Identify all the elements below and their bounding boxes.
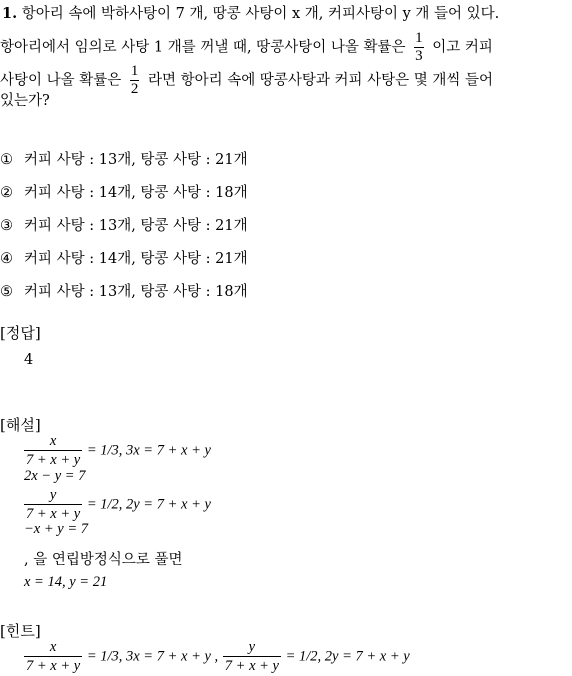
choice-mark: ⑤: [0, 284, 13, 300]
choice-mark: ④: [0, 251, 13, 267]
solution-heading: [해설]: [0, 416, 41, 434]
hint-part-1: = 1/3, 3x = 7 + x + y ,: [86, 648, 219, 665]
answer-heading: [정답]: [0, 324, 41, 342]
solution-equation-2-rhs: = 1/2, 2y = 7 + x + y: [86, 496, 211, 513]
choice-text: 커피 사탕 : 14개, 탕콩 사탕 : 18개: [24, 185, 248, 201]
choice-text: 커피 사탕 : 13개, 탕콩 사탕 : 21개: [24, 218, 248, 234]
probability-fraction-coffee: $\frac{1}{2}$: [130, 63, 139, 97]
question-line-3: [0, 63, 493, 98]
choice-4[interactable]: [0, 247, 248, 268]
choice-mark: ②: [0, 185, 13, 201]
question-text-line1: 항아리 속에 박하사탕이 7 개, 땅콩 사탕이 x 개, 커피사탕이 y 개 들어 있다.: [21, 6, 500, 22]
choice-text: 커피 사탕 : 13개, 탕콩 사탕 : 21개: [24, 152, 248, 168]
hint-fraction-1: $\frac{x}{7 + x + y}$: [26, 639, 81, 674]
question-text-line2: 항아리에서 임의로 사탕 1 개를 꺼낼 때, 땅콩사탕이 나올 확률은: [0, 39, 406, 56]
solution-fraction-1: $\frac{x}{7 + x + y}$: [26, 433, 81, 468]
question-text-line3-post: 라면 항아리 속에 땅콩사탕과 커피 사탕은 몇 개씩 들어: [148, 72, 494, 89]
question-number: 1.: [2, 5, 18, 22]
answer-value: 4: [24, 352, 34, 368]
choice-3[interactable]: [0, 214, 248, 235]
probability-fraction-peanut: $\frac{1}{3}$: [415, 30, 423, 64]
solution-fraction-2: $\frac{y}{7 + x + y}$: [26, 487, 81, 522]
choice-text: 커피 사탕 : 13개, 탕콩 사탕 : 18개: [24, 284, 248, 300]
choice-5[interactable]: [0, 280, 248, 301]
solution-result-1: 2x − y = 7: [24, 468, 86, 484]
choice-mark: ①: [0, 152, 13, 168]
hint-equation: [24, 638, 410, 675]
question-line-4: 있는가?: [0, 93, 50, 109]
solution-note: , 을 연립방정식으로 풀면: [24, 552, 183, 568]
solution-final: x = 14, y = 21: [24, 574, 108, 590]
question-line-2: [0, 30, 493, 65]
choice-2[interactable]: [0, 181, 248, 202]
solution-equation-2: [24, 486, 211, 523]
solution-equation-1: [24, 432, 211, 469]
question-text-line3: 사탕이 나올 확률은: [0, 72, 122, 89]
hint-fraction-2: $\frac{y}{7 + x + y}$: [224, 639, 279, 674]
solution-result-2: −x + y = 7: [24, 521, 88, 537]
question-line-1: [2, 2, 499, 23]
choice-mark: ③: [0, 218, 13, 234]
hint-part-2: = 1/2, 2y = 7 + x + y: [285, 648, 410, 665]
choice-text: 커피 사탕 : 14개, 탕콩 사탕 : 21개: [24, 251, 248, 267]
choice-1[interactable]: [0, 148, 248, 169]
question-text-line2-post: 이고 커피: [432, 39, 493, 56]
hint-heading: [힌트]: [0, 622, 41, 640]
solution-equation-1-rhs: = 1/3, 3x = 7 + x + y: [86, 442, 211, 459]
